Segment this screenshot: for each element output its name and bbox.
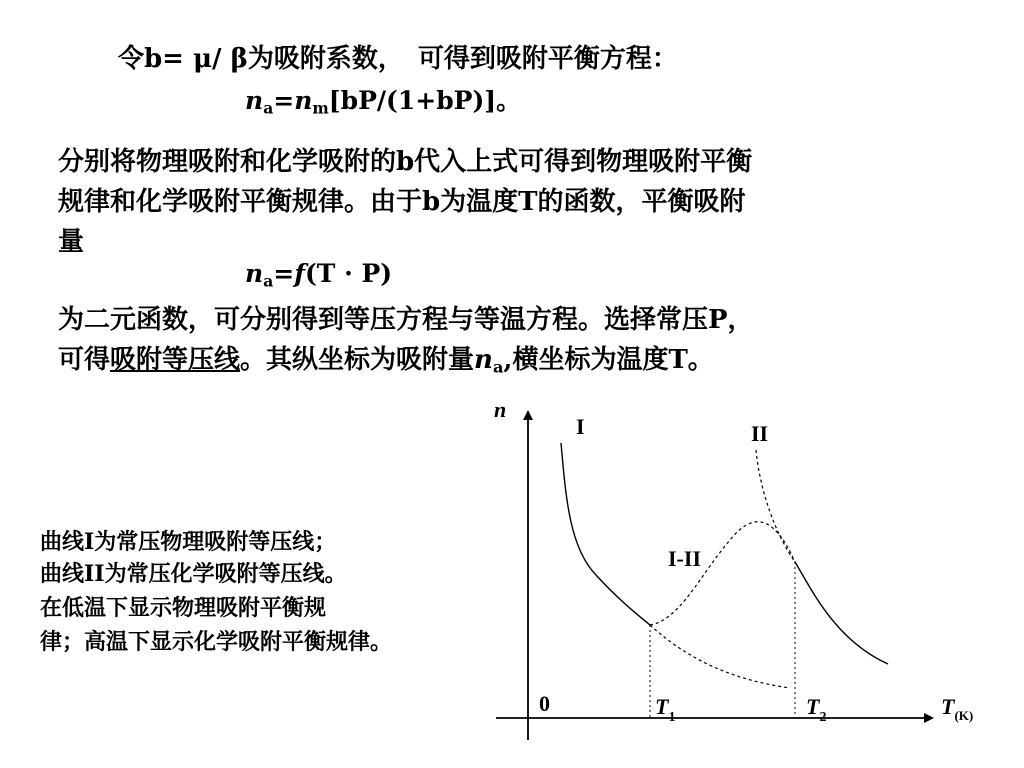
eq2-rest: (T · P) xyxy=(304,259,393,288)
y-axis-label: n xyxy=(494,397,507,422)
p2-post: ,横坐标为温度T。 xyxy=(503,345,714,375)
t2-letter: T xyxy=(806,694,820,719)
eq1-n: n xyxy=(245,86,264,115)
transition-label: I-II xyxy=(668,546,702,571)
eq2-f: f xyxy=(294,259,305,288)
p2-sub-a: a xyxy=(492,357,504,377)
t2-label xyxy=(806,694,826,725)
note-line1: 曲线I为常压物理吸附等压线； xyxy=(40,529,337,555)
note-line2: 曲线II为常压化学吸附等压线。 xyxy=(40,561,347,587)
note-line3: 在低温下显示物理吸附平衡规 xyxy=(40,595,327,621)
intro-part2: 可得到吸附平衡方程： xyxy=(417,44,678,74)
t1-subscript: 1 xyxy=(668,710,676,725)
eq1-rest: [bP/(1+bP)]。 xyxy=(328,86,522,115)
origin-label: 0 xyxy=(539,691,550,716)
curve-ii-label: II xyxy=(751,421,769,446)
eq2-equals: = xyxy=(273,259,295,288)
curve-ii-dashed xyxy=(756,450,795,562)
adsorption-isobar-term: 吸附等压线 xyxy=(110,345,241,375)
eq2-n: n xyxy=(245,259,264,288)
x-axis-unit: (K) xyxy=(954,708,974,723)
t1-label xyxy=(655,694,675,725)
paragraph2-line1: 为二元函数，可分别得到等压方程与等温方程。选择常压P， xyxy=(58,305,754,335)
curve-i-label: I xyxy=(576,414,585,439)
intro-part1: 令b= μ/ β为吸附系数， xyxy=(118,44,404,74)
x-axis-letter: T xyxy=(941,694,955,719)
paragraph1-line2: 规律和化学吸附平衡规律。由于b为温度T的函数，平衡吸附 xyxy=(58,187,746,217)
t1-letter: T xyxy=(655,694,669,719)
x-axis-label xyxy=(941,694,973,723)
eq1-equals: = xyxy=(273,86,295,115)
p2-pre: 可得 xyxy=(58,345,111,375)
t2-subscript: 2 xyxy=(819,710,827,725)
note-line4: 律；高温下显示化学吸附平衡规律。 xyxy=(40,629,393,655)
paragraph1-line1: 分别将物理吸附和化学吸附的b代入上式可得到物理吸附平衡 xyxy=(58,147,753,177)
eq1-sub-a: a xyxy=(263,98,274,118)
eq1-sub-m: m xyxy=(312,98,329,118)
curve-i-dashed xyxy=(650,625,790,688)
eq2-sub-a: a xyxy=(263,271,274,291)
paragraph1-line3: 量 xyxy=(58,227,85,257)
curve-i-physical xyxy=(561,443,650,625)
curve-ii-chemical xyxy=(795,562,888,664)
p2-n: n xyxy=(474,345,493,375)
curve-transition xyxy=(650,522,795,625)
eq1-n2: n xyxy=(294,86,313,115)
p2-mid: 。其纵坐标为吸附量 xyxy=(240,345,475,375)
